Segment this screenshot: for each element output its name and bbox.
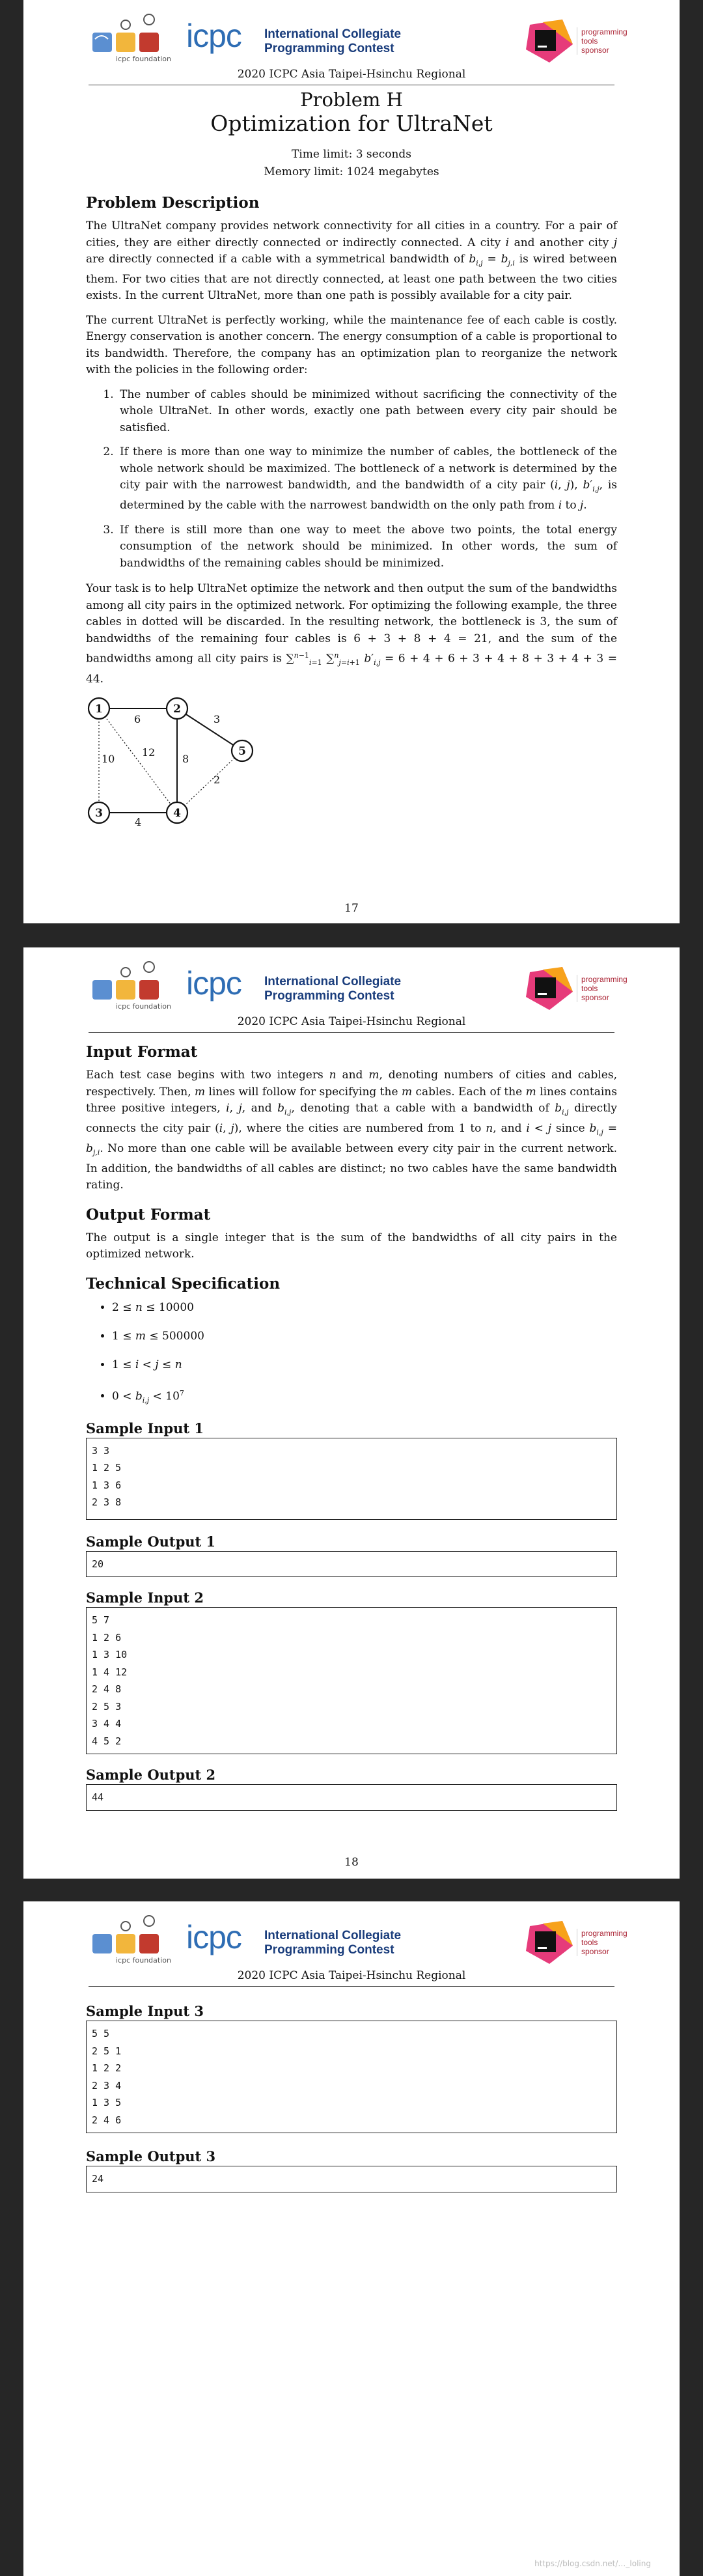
page-18: [23, 947, 680, 1879]
sponsor-line-1: programming: [581, 1929, 627, 1938]
page-18-content: [86, 1035, 617, 1811]
sample-input-2-box: 5 7 1 2 6 1 3 10 1 4 12 2 4 8 2 5 3 3 4 4 4 5 2: [86, 1607, 617, 1754]
sponsor-logo: [523, 966, 627, 1011]
policy-list: [86, 387, 617, 572]
brand-sub-line-1: International Collegiate: [264, 1929, 402, 1942]
page-number-17: 17: [344, 902, 359, 915]
edge-label-4-5: 2: [214, 774, 221, 787]
input-format-text: Each test case begins with two integers n and m, denoting numbers of cities and cables, respectively. Then, m lines will follow for specifying the m cables. Each of the m lines contains three positive integers, i, j, and $b_{i,j}$, denoting that a cable with a bandwidth of $b_{i,j}$ directly connects the city pair (i, j), where the cities are numbered from 1 to n, and i < j since $b_{i,j} = b_{j,i}$. No more than one cable will be available between every city pair in the current network. In addition, the bandwidths of all cables are distinct; no two cables have the same bandwidth rating.: [86, 1069, 617, 1192]
brand-subtitle: [264, 975, 401, 1003]
sample-output-3-box: 24: [86, 2166, 617, 2192]
header-divider: [89, 1032, 614, 1033]
brand-wordmark: icpc: [186, 1919, 241, 1955]
edge-label-1-4: 12: [142, 746, 156, 759]
sample-input-3-label: Sample Input 3: [86, 2003, 204, 2019]
sponsor-line-2: tools sponsor: [581, 36, 609, 55]
page-header: [89, 960, 627, 1035]
page-17-content: [86, 89, 617, 839]
sponsor-text: [577, 1929, 627, 1956]
spec-item-n: • 2 ≤ n ≤ 10000: [112, 1299, 617, 1316]
input-format-heading: Input Format: [86, 1043, 198, 1061]
jetbrains-icon: [523, 966, 575, 1011]
sample-output-2-label: Sample Output 2: [86, 1767, 216, 1784]
edge-2-5: [177, 708, 242, 751]
node-label-4: 4: [173, 807, 181, 820]
policy-item-2: 2. If there is more than one way to minimize the number of cables, the bottleneck of the whole network should be maximized. The bottleneck of a network is determined by the city pair with the narrowest bandwidth, and the bandwidth of a city pair (i, j), $b'_{i,j}$, is determined by the cable with the narrowest bandwidth on the only path from i to j.: [117, 444, 617, 514]
sample-input-2-label: Sample Input 2: [86, 1589, 204, 1606]
policy-item-1: 1. The number of cables should be minimized without sacrificing the connectivity of the whole UltraNet. In other words, exactly one path between every city pair should be satisfied.: [117, 387, 617, 437]
sample-output-2-box: 44: [86, 1784, 617, 1811]
description-paragraph-1: The UltraNet company provides network connectivity for all cities in a country. For a pair of cities, they are either directly connected or indirectly connected. A city i and another city j are directly connected if a cable with a symmetrical bandwidth of $b_{i,j} = b_{j,i}$ is wired between them. For two cities that are not directly connected, at least one path between the two cities exists. In the current UltraNet, more than one path is possibly available for a city pair.: [86, 219, 617, 303]
memory-limit: Memory limit: 1024 megabytes: [264, 165, 439, 178]
output-format-text: The output is a single integer that is the sum of the bandwidths of all city pairs in the optimized network.: [86, 1231, 617, 1261]
header-divider: [89, 1986, 614, 1987]
page-header: [89, 13, 627, 88]
output-format-heading: Output Format: [86, 1205, 211, 1224]
sponsor-logo: [523, 1920, 627, 1965]
sponsor-logo: [523, 18, 627, 64]
problem-description-heading: Problem Description: [86, 194, 260, 212]
foundation-label: icpc foundation: [116, 1002, 171, 1011]
problem-label: Problem H: [300, 89, 403, 111]
sample-output-1-box: 20: [86, 1551, 617, 1578]
page-17: [23, 0, 680, 923]
watermark: https://blog.csdn.net/…_loling: [534, 2559, 651, 2568]
tech-spec-heading: Technical Specification: [86, 1274, 281, 1293]
description-paragraph-3: Your task is to help UltraNet optimize the network and then output the sum of the bandwidths among all city pairs in the optimized network. For optimizing the following example, the three cables in dotted will be discarded. In the resulting network, the bottleneck is 3, the sum of bandwidths of the remaining four cables is 6 + 3 + 8 + 4 = 21, and the sum of the bandwidths among all city pairs is ∑$^{n-1}_{i=1}$ ∑$^n_{j=i+1}$ $b'_{i,j} = 6 + 4 + 6 + 3 + 4 + 8 + 3 + 4 + 3 = 44$.: [86, 582, 617, 686]
limits: [86, 146, 617, 181]
brand-wordmark: icpc: [186, 965, 241, 1001]
brand-sub-line-2: Programming Contest: [264, 989, 394, 1003]
sponsor-line-1: programming: [581, 27, 627, 36]
sample-input-3-box: 5 5 2 5 1 1 2 2 2 3 4 1 3 5 2 4 6: [86, 2021, 617, 2133]
brand-sub-line-1: International Collegiate: [264, 975, 402, 988]
regional-title: 2020 ICPC Asia Taipei-Hsinchu Regional: [237, 68, 466, 81]
spec-item-ij: • 1 ≤ i < j ≤ n: [112, 1356, 617, 1373]
edge-label-2-5: 3: [214, 713, 221, 726]
edge-label-2-4: 8: [182, 753, 189, 766]
description-paragraph-2: The current UltraNet is perfectly working, while the maintenance fee of each cable is costly. Energy conservation is another concern. The energy consumption of a cable is proportional to its bandwidth. Therefore, the company has an optimization plan to reorganize the network with the policies in the following order:: [86, 313, 617, 377]
edge-label-3-4: 4: [135, 816, 142, 829]
sample-input-1-label: Sample Input 1: [86, 1420, 204, 1436]
policy-item-3: 3. If there is still more than one way to meet the above two points, the total energy consumption of the network should be minimized. In other words, the sum of bandwidths of the remaining cables should be minimized.: [117, 522, 617, 572]
brand-subtitle: [264, 27, 401, 56]
sample-output-3-label: Sample Output 3: [86, 2148, 216, 2164]
page-number-18: 18: [344, 1856, 359, 1869]
sample-input-1-box: 3 3 1 2 5 1 3 6 2 3 8: [86, 1438, 617, 1520]
page-19-content: [86, 1996, 617, 2192]
sponsor-text: [577, 975, 627, 1002]
spec-item-m: • 1 ≤ m ≤ 500000: [112, 1328, 617, 1345]
brand-sub-line-2: Programming Contest: [264, 1943, 394, 1957]
regional-title: 2020 ICPC Asia Taipei-Hsinchu Regional: [237, 1015, 466, 1028]
time-limit: Time limit: 3 seconds: [291, 148, 412, 161]
regional-title: 2020 ICPC Asia Taipei-Hsinchu Regional: [237, 1969, 466, 1982]
sponsor-line-2: tools sponsor: [581, 984, 609, 1002]
node-label-3: 3: [95, 807, 103, 820]
page-header: [89, 1914, 627, 1989]
problem-name: Optimization for UltraNet: [210, 111, 493, 136]
edge-label-1-2: 6: [134, 713, 141, 726]
node-label-5: 5: [238, 745, 246, 759]
edge-label-1-3: 10: [102, 753, 115, 766]
example-network-diagram: [86, 695, 255, 839]
sponsor-line-2: tools sponsor: [581, 1938, 609, 1956]
sample-output-1-label: Sample Output 1: [86, 1533, 216, 1550]
brand-subtitle: [264, 1929, 401, 1957]
foundation-label: icpc foundation: [116, 55, 171, 63]
brand-wordmark: icpc: [186, 18, 241, 54]
sponsor-text: [577, 27, 627, 55]
jetbrains-icon: [523, 18, 575, 64]
node-label-2: 2: [173, 703, 181, 716]
jetbrains-icon: [523, 1920, 575, 1965]
sponsor-line-1: programming: [581, 975, 627, 984]
tech-spec-list: [86, 1299, 617, 1409]
page-19: [23, 1901, 680, 2576]
foundation-label: icpc foundation: [116, 1956, 171, 1965]
spec-item-b: • $0 < b_{i,j} < 10^7$: [112, 1385, 617, 1409]
node-label-1: 1: [95, 703, 103, 716]
brand-sub-line-1: International Collegiate: [264, 27, 402, 41]
brand-sub-line-2: Programming Contest: [264, 42, 394, 55]
